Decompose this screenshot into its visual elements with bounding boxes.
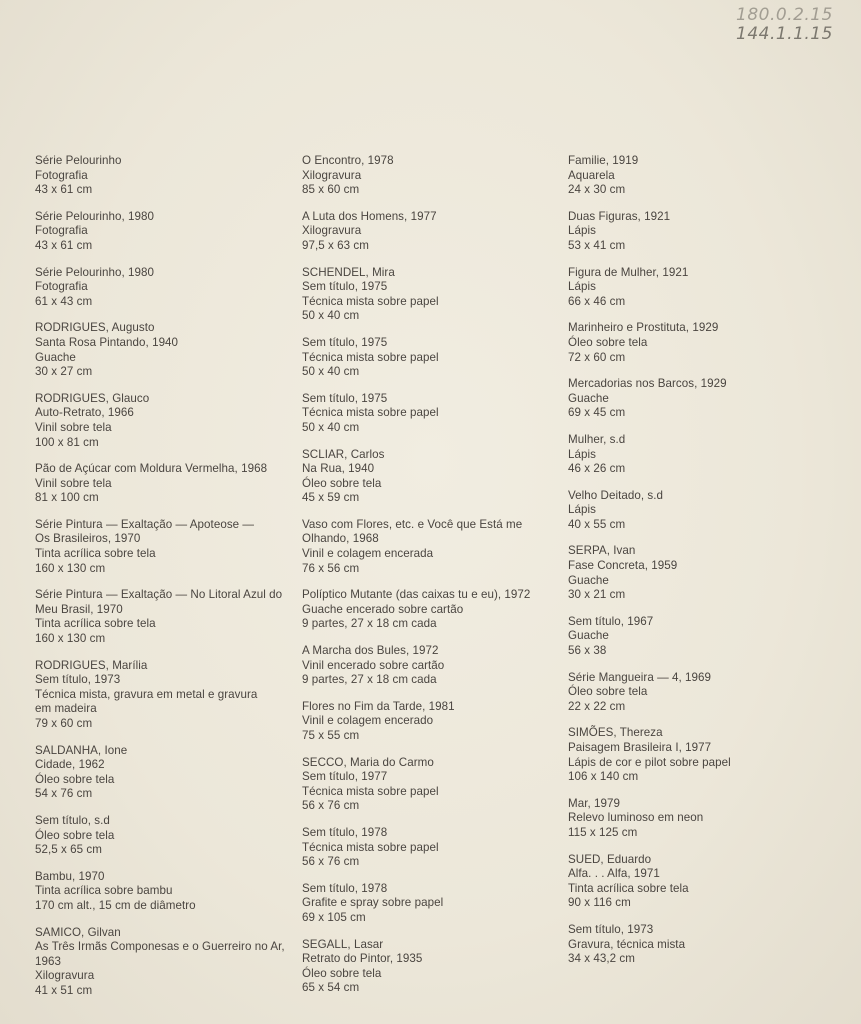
catalog-entry xyxy=(35,462,297,506)
entry-line: Lápis de cor e pilot sobre papel xyxy=(568,755,731,769)
entry-line: 22 x 22 cm xyxy=(568,699,626,713)
entry-line: 106 x 140 cm xyxy=(568,770,639,784)
entry-line: RODRIGUES, Glauco xyxy=(35,391,150,405)
entry-line: A Luta dos Homens, 1977 xyxy=(302,209,437,223)
catalog-entry xyxy=(568,154,830,198)
entry-line: Vinil sobre tela xyxy=(35,476,112,490)
entry-line: 85 x 60 cm xyxy=(302,183,360,197)
entry-line: Velho Deitado, s.d xyxy=(568,488,664,502)
entry-line: Série Pelourinho xyxy=(35,154,122,167)
entry-line: Sem título, s.d xyxy=(35,813,110,827)
entry-line: Vinil encerado sobre cartão xyxy=(302,658,445,672)
entry-line: Vinil e colagem encerado xyxy=(302,714,434,728)
entry-line: 160 x 130 cm xyxy=(35,632,106,646)
entry-line: 170 cm alt., 15 cm de diâmetro xyxy=(35,898,196,912)
entry-line: Sem título, 1973 xyxy=(35,673,121,687)
entry-line: 56 x 38 xyxy=(568,644,607,658)
entry-line: A Marcha dos Bules, 1972 xyxy=(302,644,439,658)
entry-line: Óleo sobre tela xyxy=(302,476,382,490)
entry-line: 115 x 125 cm xyxy=(568,825,638,839)
entry-line: 76 x 56 cm xyxy=(302,561,360,575)
entry-line: 69 x 45 cm xyxy=(568,406,626,420)
entry-line: Tinta acrílica sobre tela xyxy=(35,547,156,561)
entry-line: Alfa. . . Alfa, 1971 xyxy=(568,867,660,881)
catalog-entry xyxy=(568,853,830,911)
entry-line: Vaso com Flores, etc. e Você que Está me xyxy=(302,517,523,531)
entry-line: O Encontro, 1978 xyxy=(302,154,394,167)
entry-line: 45 x 59 cm xyxy=(302,491,360,505)
catalog-entry xyxy=(568,671,830,715)
entry-line: Série Pelourinho, 1980 xyxy=(35,209,155,223)
entry-line: Familie, 1919 xyxy=(568,154,639,167)
catalog-entry xyxy=(302,448,564,506)
entry-line: Figura de Mulher, 1921 xyxy=(568,265,689,279)
entry-line: 56 x 76 cm xyxy=(302,799,360,813)
entry-line: Fotografia xyxy=(35,168,88,182)
catalog-entry xyxy=(302,392,564,436)
entry-line: Óleo sobre tela xyxy=(35,772,115,786)
entry-line: Técnica mista sobre papel xyxy=(302,840,439,854)
entry-line: 50 x 40 cm xyxy=(302,365,360,379)
entry-line: 66 x 46 cm xyxy=(568,294,626,308)
catalog-column-3 xyxy=(568,154,830,979)
entry-line: Políptico Mutante (das caixas tu e eu), 1972 xyxy=(302,588,531,602)
entry-line: Lápis xyxy=(568,503,596,517)
reference-number: 144.1.1.15 xyxy=(736,24,833,44)
catalog-entry xyxy=(568,726,830,784)
entry-line: Xilogravura xyxy=(302,168,362,182)
catalog-entry xyxy=(35,926,297,999)
entry-line: 81 x 100 cm xyxy=(35,491,99,505)
entry-line: 52,5 x 65 cm xyxy=(35,843,102,857)
entry-line: 160 x 130 cm xyxy=(35,561,106,575)
entry-line: 75 x 55 cm xyxy=(302,729,360,742)
entry-line: Sem título, 1975 xyxy=(302,391,388,405)
entry-line: Sem título, 1977 xyxy=(302,770,388,784)
entry-line: Cidade, 1962 xyxy=(35,758,105,772)
entry-line: Guache xyxy=(568,629,609,643)
entry-line: Tinta acrílica sobre tela xyxy=(35,617,156,631)
catalog-entry xyxy=(35,744,297,802)
entry-line: Fase Concreta, 1959 xyxy=(568,559,678,573)
entry-line: Série Mangueira — 4, 1969 xyxy=(568,670,712,684)
catalog-entry xyxy=(302,154,564,198)
entry-line: 24 x 30 cm xyxy=(568,183,626,197)
entry-line: Sem título, 1978 xyxy=(302,881,388,895)
handwritten-reference-numbers xyxy=(736,6,833,44)
entry-line: Série Pintura — Exaltação — No Litoral Azul do xyxy=(35,588,283,602)
entry-line: Lápis xyxy=(568,224,596,238)
entry-line: Fotografia xyxy=(35,280,88,294)
entry-line: SCLIAR, Carlos xyxy=(302,447,385,461)
catalog-entry xyxy=(568,377,830,421)
entry-line: SERPA, Ivan xyxy=(568,544,636,558)
entry-line: 30 x 27 cm xyxy=(35,365,93,379)
entry-line: Técnica mista sobre papel xyxy=(302,350,439,364)
catalog-entry xyxy=(568,266,830,310)
entry-line: SEGALL, Lasar xyxy=(302,937,384,951)
entry-line: Bambu, 1970 xyxy=(35,869,105,883)
entry-line: RODRIGUES, Marília xyxy=(35,658,148,672)
entry-line: Relevo luminoso em neon xyxy=(568,811,704,825)
entry-line: 97,5 x 63 cm xyxy=(302,238,369,252)
entry-line: 43 x 61 cm xyxy=(35,183,93,197)
catalog-entry xyxy=(568,923,830,967)
entry-line: Na Rua, 1940 xyxy=(302,462,375,476)
entry-line: 72 x 60 cm xyxy=(568,350,626,364)
entry-line: SCHENDEL, Mira xyxy=(302,265,395,279)
catalog-entry xyxy=(35,659,297,732)
catalog-entry xyxy=(302,588,564,632)
catalog-entry xyxy=(568,489,830,533)
entry-line: 90 x 116 cm xyxy=(568,896,631,910)
entry-line: Fotografia xyxy=(35,224,88,238)
entry-line: Série Pintura — Exaltação — Apoteose — xyxy=(35,517,255,531)
entry-line: Santa Rosa Pintando, 1940 xyxy=(35,335,179,349)
entry-line: Mulher, s.d xyxy=(568,432,626,446)
entry-line: Pão de Açúcar com Moldura Vermelha, 1968 xyxy=(35,462,268,476)
catalog-entry xyxy=(568,210,830,254)
entry-line: SIMÕES, Thereza xyxy=(568,726,663,740)
catalog-entry xyxy=(35,814,297,858)
entry-line: SUED, Eduardo xyxy=(568,852,652,866)
entry-line: 56 x 76 cm xyxy=(302,855,360,869)
catalog-entry xyxy=(302,210,564,254)
entry-line: Sem título, 1975 xyxy=(302,335,388,349)
entry-line: 54 x 76 cm xyxy=(35,787,93,801)
entry-line: Série Pelourinho, 1980 xyxy=(35,265,155,279)
entry-line: 53 x 41 cm xyxy=(568,238,626,252)
entry-line: 41 x 51 cm xyxy=(35,983,93,997)
entry-line: em madeira xyxy=(35,702,97,716)
catalog-entry xyxy=(302,938,564,996)
catalog-entry xyxy=(302,266,564,324)
entry-line: 43 x 61 cm xyxy=(35,238,93,252)
catalog-entry xyxy=(302,336,564,380)
entry-line: Óleo sobre tela xyxy=(35,828,115,842)
entry-line: Mar, 1979 xyxy=(568,796,621,810)
catalog-entry xyxy=(568,615,830,659)
entry-line: Guache encerado sobre cartão xyxy=(302,602,464,616)
entry-line: Técnica mista sobre papel xyxy=(302,294,439,308)
entry-line: Aquarela xyxy=(568,168,615,182)
entry-line: Técnica mista sobre papel xyxy=(302,784,439,798)
entry-line: Sem título, 1967 xyxy=(568,614,654,628)
reference-number: 180.0.2.15 xyxy=(736,5,833,25)
entry-line: Meu Brasil, 1970 xyxy=(35,602,123,616)
catalog-entry xyxy=(302,882,564,926)
catalog-column-2 xyxy=(302,154,564,1008)
entry-line: Óleo sobre tela xyxy=(302,966,382,980)
entry-line: Grafite e spray sobre papel xyxy=(302,896,444,910)
entry-line: Paisagem Brasileira I, 1977 xyxy=(568,741,712,754)
entry-line: 69 x 105 cm xyxy=(302,910,366,924)
catalog-entry xyxy=(568,797,830,841)
entry-line: 50 x 40 cm xyxy=(302,309,360,323)
entry-line: 9 partes, 27 x 18 cm cada xyxy=(302,673,437,687)
entry-line: Marinheiro e Prostituta, 1929 xyxy=(568,321,719,335)
entry-line: 65 x 54 cm xyxy=(302,981,360,995)
entry-line: Sem título, 1978 xyxy=(302,825,388,839)
entry-line: 46 x 26 cm xyxy=(568,462,626,476)
entry-line: 1963 xyxy=(35,954,61,968)
entry-line: Auto-Retrato, 1966 xyxy=(35,406,134,420)
entry-line: 61 x 43 cm xyxy=(35,294,93,308)
entry-line: 79 x 60 cm xyxy=(35,717,93,730)
entry-line: Sem título, 1973 xyxy=(568,922,654,936)
entry-line: SECCO, Maria do Carmo xyxy=(302,755,434,769)
entry-line: Lápis xyxy=(568,447,596,461)
entry-line: Guache xyxy=(35,350,76,364)
catalog-entry xyxy=(35,266,297,310)
entry-line: Os Brasileiros, 1970 xyxy=(35,532,141,546)
entry-line: Xilogravura xyxy=(35,969,95,983)
entry-line: RODRIGUES, Augusto xyxy=(35,321,155,335)
catalog-column-1 xyxy=(35,154,297,1011)
catalog-entry xyxy=(35,321,297,379)
entry-line: Olhando, 1968 xyxy=(302,532,379,546)
entry-line: Mercadorias nos Barcos, 1929 xyxy=(568,377,727,391)
entry-line: Vinil sobre tela xyxy=(35,420,112,434)
catalog-entry xyxy=(302,700,564,744)
catalog-entry xyxy=(35,392,297,450)
entry-line: Técnica mista sobre papel xyxy=(302,406,439,420)
entry-line: Sem título, 1975 xyxy=(302,280,388,294)
catalog-entry xyxy=(35,518,297,576)
entry-line: Guache xyxy=(568,573,609,587)
entry-line: 30 x 21 cm xyxy=(568,588,626,602)
entry-line: Xilogravura xyxy=(302,224,362,238)
entry-line: Flores no Fim da Tarde, 1981 xyxy=(302,699,455,713)
entry-line: Duas Figuras, 1921 xyxy=(568,209,671,223)
entry-line: 9 partes, 27 x 18 cm cada xyxy=(302,617,437,631)
entry-line: Vinil e colagem encerada xyxy=(302,547,434,561)
catalog-entry xyxy=(302,644,564,688)
catalog-entry xyxy=(568,433,830,477)
entry-line: Retrato do Pintor, 1935 xyxy=(302,952,423,966)
entry-line: Óleo sobre tela xyxy=(568,335,648,349)
entry-line: Guache xyxy=(568,391,609,405)
catalog-entry xyxy=(568,544,830,602)
catalog-entry xyxy=(35,210,297,254)
catalog-entry xyxy=(302,756,564,814)
entry-line: As Três Irmãs Componesas e o Guerreiro no Ar, xyxy=(35,940,285,954)
entry-line: 40 x 55 cm xyxy=(568,517,626,531)
entry-line: Técnica mista, gravura em metal e gravura xyxy=(35,687,258,701)
entry-line: Gravura, técnica mista xyxy=(568,937,686,951)
catalog-entry xyxy=(35,870,297,914)
entry-line: Tinta acrílica sobre tela xyxy=(568,881,689,895)
entry-line: Tinta acrílica sobre bambu xyxy=(35,884,173,898)
catalog-entry xyxy=(568,321,830,365)
catalog-entry xyxy=(35,588,297,646)
entry-line: 34 x 43,2 cm xyxy=(568,952,635,966)
entry-line: Óleo sobre tela xyxy=(568,685,648,699)
entry-line: SAMICO, Gilvan xyxy=(35,925,121,939)
entry-line: 100 x 81 cm xyxy=(35,435,99,449)
catalog-entry xyxy=(302,518,564,576)
entry-line: SALDANHA, Ione xyxy=(35,743,128,757)
entry-line: 50 x 40 cm xyxy=(302,420,360,434)
entry-line: Lápis xyxy=(568,280,596,294)
catalog-entry xyxy=(302,826,564,870)
catalog-entry xyxy=(35,154,297,198)
